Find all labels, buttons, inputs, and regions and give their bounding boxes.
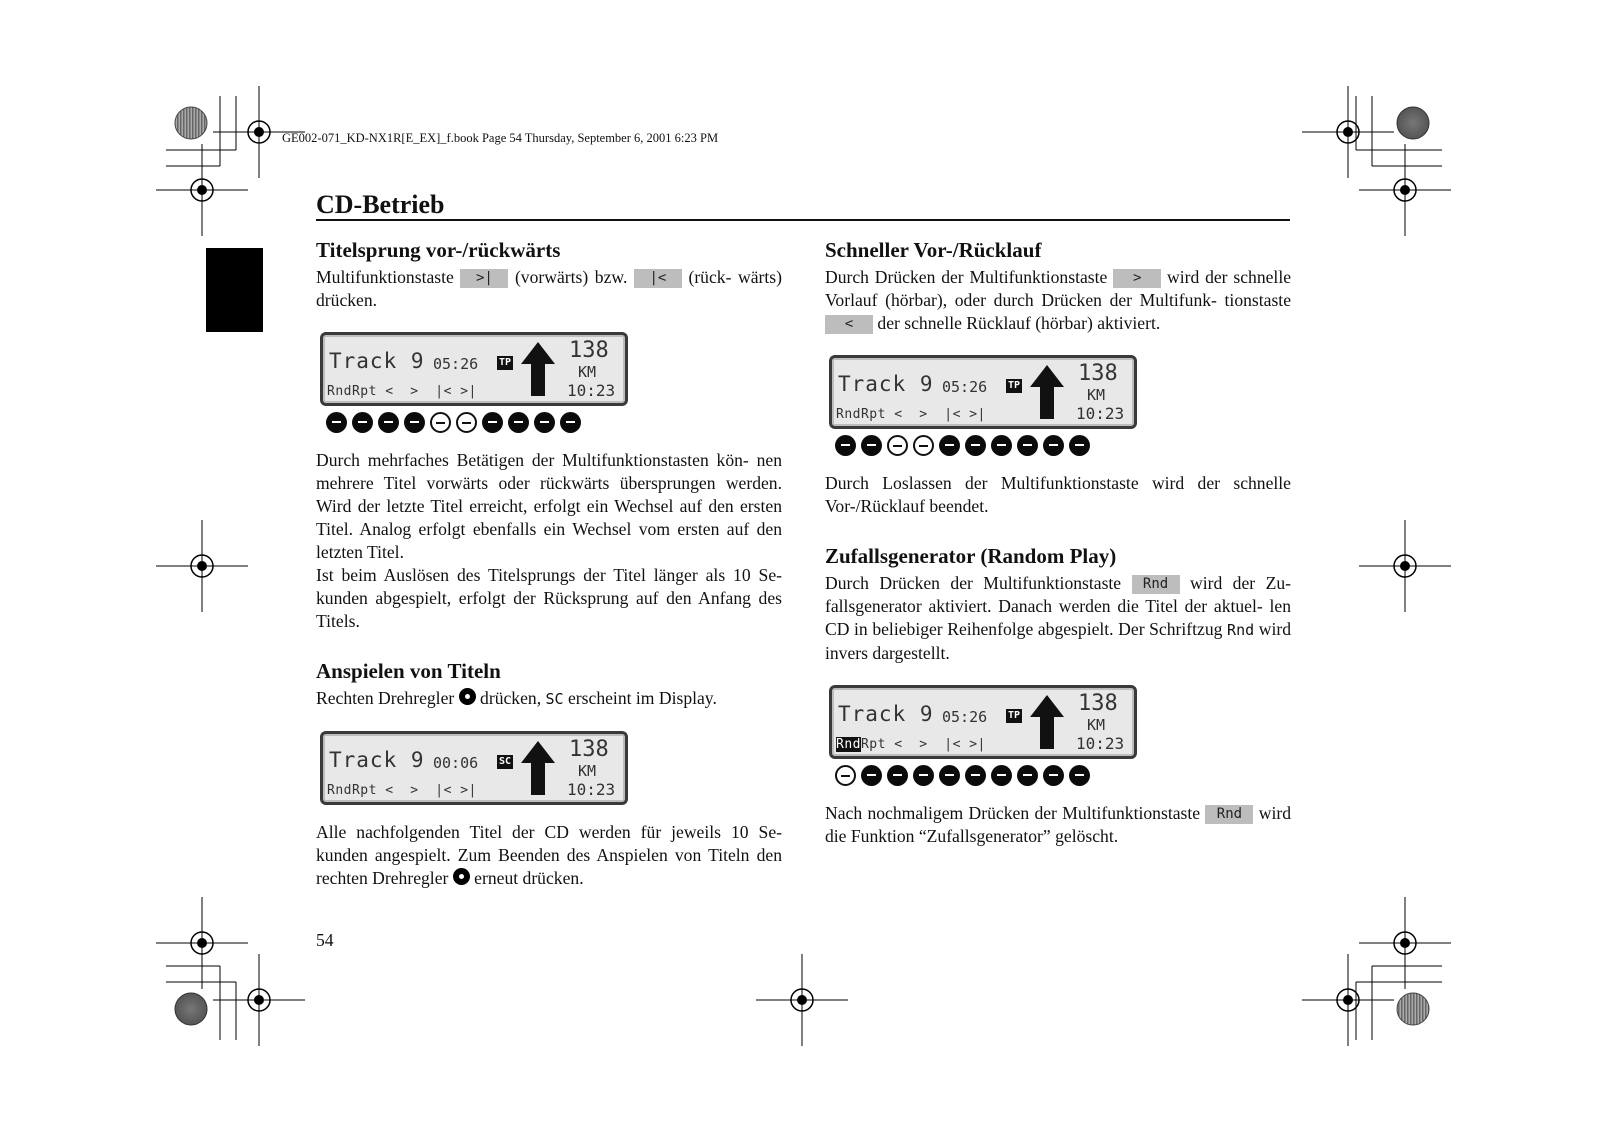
title-rule (316, 219, 1290, 221)
prev-track-key: |< (634, 269, 682, 288)
multifunction-button (1017, 765, 1038, 786)
page-title: CD-Betrieb (316, 190, 445, 219)
paragraph: Multifunktionstaste >| (vorwärts) bzw. |< (rück- wärts) drücken. (316, 267, 782, 310)
paragraph: Durch mehrfaches Betätigen der Multifunktionstasten kön- nen mehrere Titel vorwärts oder rückwärts übersprungen werden. Wird der letzte Titel erreicht, erfolgt ein Wechsel auf den ersten Titel. Analog erfolgt ebenfalls ein Wechsel vom ersten auf den letzten Titel. (316, 450, 782, 562)
lcd-menu: RndRpt < > |< >| (327, 384, 477, 399)
lcd-unit: KM (1087, 716, 1106, 734)
lcd-screen (829, 685, 1137, 759)
lcd-distance: 138 (569, 737, 609, 762)
rnd-label: Rnd (1227, 621, 1255, 639)
multifunction-button (835, 765, 856, 786)
random-key: Rnd (1205, 805, 1253, 824)
lcd-display (829, 685, 1139, 786)
paragraph: Durch Loslassen der Multifunktionstaste wird der schnelle Vor-/Rücklauf beendet. (825, 473, 1291, 516)
multifunction-button (939, 435, 960, 456)
multifunction-button (1017, 435, 1038, 456)
multifunction-button (1043, 765, 1064, 786)
multifunction-button (326, 412, 347, 433)
multifunction-button (835, 435, 856, 456)
lcd-track: Track 9 (838, 702, 934, 726)
lcd-screen (320, 332, 628, 406)
sc-label: SC (545, 690, 564, 708)
multifunction-button (991, 435, 1012, 456)
multifunction-button (1069, 435, 1090, 456)
knob-icon (459, 688, 476, 705)
paragraph: Ist beim Auslösen des Titelsprungs der Titel länger als 10 Se- kunden abgespielt, erfolgt der Rücksprung auf den Anfang des Titels. (316, 565, 782, 631)
lcd-clock: 10:23 (1076, 404, 1125, 423)
multifunction-button (404, 412, 425, 433)
left-column (316, 236, 782, 890)
lcd-clock: 10:23 (567, 780, 616, 799)
lcd-flag: SC (499, 756, 512, 767)
section-fast (825, 236, 1291, 518)
lcd-clock: 10:23 (567, 381, 616, 400)
multifunction-button (913, 765, 934, 786)
multifunction-button (560, 412, 581, 433)
section-random (825, 542, 1291, 848)
lcd-screen (829, 355, 1137, 429)
multifunction-button (887, 435, 908, 456)
lcd-display (320, 332, 630, 433)
multifunction-button (939, 765, 960, 786)
section-skip (316, 236, 782, 633)
random-key: Rnd (1132, 575, 1180, 594)
up-arrow-icon (521, 741, 555, 795)
multifunction-button (913, 435, 934, 456)
paragraph: Durch Drücken der Multifunktionstaste > wird der schnelle Vorlauf (hörbar), oder durch Drücken der Multifunk- tionstaste < der schnelle Rücklauf (hörbar) aktiviert. (825, 267, 1292, 333)
lcd-flag: TP (499, 357, 512, 368)
multifunction-buttons (326, 412, 630, 433)
page-number: 54 (316, 930, 334, 950)
section-scan (316, 657, 782, 890)
paragraph: Alle nachfolgenden Titel der CD werden für jeweils 10 Se- kunden angespielt. Zum Beenden des Anspielen von Titeln den rechten Drehregler erneut drücken. (316, 822, 782, 888)
multifunction-button (1043, 435, 1064, 456)
multifunction-button (534, 412, 555, 433)
multifunction-button (1069, 765, 1090, 786)
multifunction-button (508, 412, 529, 433)
multifunction-button (352, 412, 373, 433)
lcd-menu-rnd-inverted: Rnd (836, 737, 861, 752)
lcd-track: Track 9 (838, 372, 934, 396)
lcd-time: 05:26 (942, 708, 988, 726)
lcd-distance: 138 (569, 338, 609, 363)
section-heading: Schneller Vor-/Rücklauf (825, 238, 1042, 262)
print-header: GE002-071_KD-NX1R[E_EX]_f.book Page 54 Thursday, September 6, 2001 6:23 PM (282, 131, 719, 145)
rewind-key: < (825, 315, 873, 334)
lcd-menu: RndRpt < > |< >| (836, 737, 986, 752)
multifunction-button (861, 435, 882, 456)
multifunction-button (482, 412, 503, 433)
lcd-clock: 10:23 (1076, 734, 1125, 753)
section-heading: Titelsprung vor-/rückwärts (316, 238, 561, 262)
fast-forward-key: > (1113, 269, 1161, 288)
multifunction-buttons (835, 435, 1139, 456)
multifunction-button (430, 412, 451, 433)
lcd-unit: KM (578, 762, 597, 780)
section-heading: Zufallsgenerator (Random Play) (825, 544, 1117, 568)
lcd-time: 00:06 (433, 754, 479, 772)
multifunction-button (965, 765, 986, 786)
lcd-track: Track 9 (329, 349, 425, 373)
lcd-screen (320, 731, 628, 805)
paragraph: Rechten Drehregler drücken, SC erscheint im Display. (316, 688, 717, 708)
multifunction-button (456, 412, 477, 433)
lcd-display (320, 731, 630, 805)
knob-icon (453, 868, 470, 885)
lcd-unit: KM (1087, 386, 1106, 404)
lcd-flag: TP (1008, 380, 1021, 391)
multifunction-button (861, 765, 882, 786)
lcd-display (829, 355, 1139, 456)
next-track-key: >| (460, 269, 508, 288)
lcd-menu: RndRpt < > |< >| (836, 407, 986, 422)
section-heading: Anspielen von Titeln (316, 659, 501, 683)
lcd-time: 05:26 (942, 378, 988, 396)
multifunction-button (887, 765, 908, 786)
up-arrow-icon (521, 342, 555, 396)
lcd-distance: 138 (1078, 691, 1118, 716)
paragraph: Nach nochmaligem Drücken der Multifunktionstaste Rnd wird die Funktion “Zufallsgenerator” gelöscht. (825, 803, 1292, 846)
up-arrow-icon (1030, 365, 1064, 419)
lcd-track: Track 9 (329, 748, 425, 772)
paragraph: Durch Drücken der Multifunktionstaste Rnd wird der Zu- fallsgenerator aktiviert. Danach werden die Titel der aktuel- len CD in beliebiger Reihenfolge abgespielt. Der Schriftzug Rnd wird invers dargestellt. (825, 573, 1291, 663)
lcd-distance: 138 (1078, 361, 1118, 386)
lcd-menu: RndRpt < > |< >| (327, 783, 477, 798)
multifunction-buttons (835, 765, 1139, 786)
multifunction-button (965, 435, 986, 456)
multifunction-button (991, 765, 1012, 786)
lcd-unit: KM (578, 363, 597, 381)
lcd-flag: TP (1008, 710, 1021, 721)
lcd-time: 05:26 (433, 355, 479, 373)
section-tab (206, 248, 263, 332)
right-column (825, 236, 1291, 848)
up-arrow-icon (1030, 695, 1064, 749)
multifunction-button (378, 412, 399, 433)
